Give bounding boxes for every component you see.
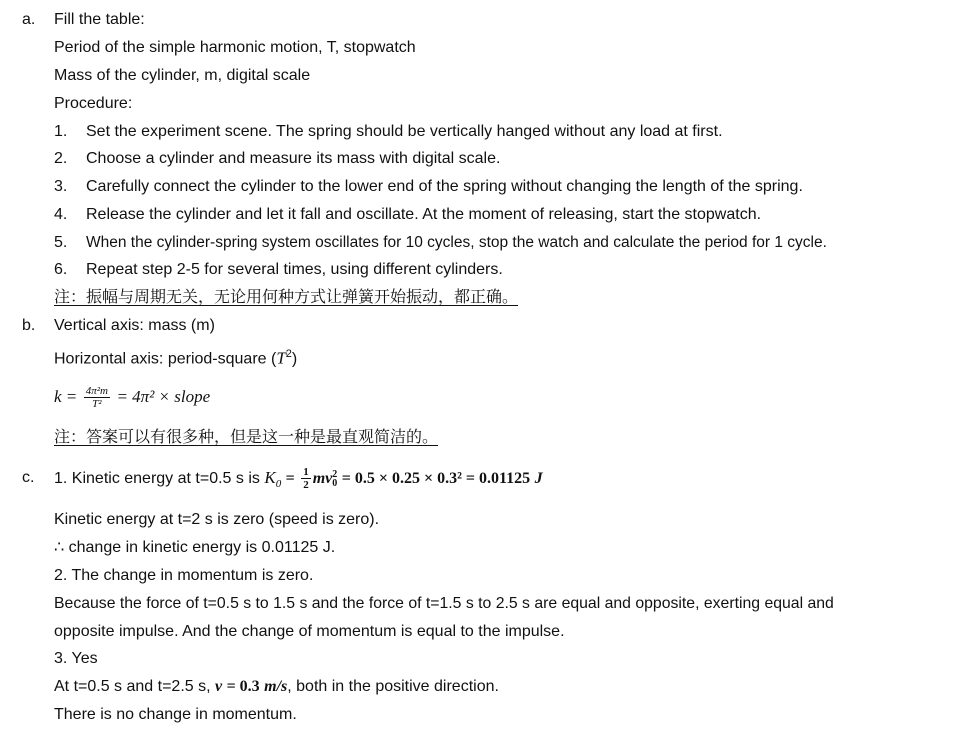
kinetic-energy-formula: 1. Kinetic energy at t=0.5 s is $K_0$ = $\frac{1}{2}$ mv 2 0 = 0.5 × 0.25 × 0.3² = 0.01125 J — [54, 466, 543, 492]
section-c-line: 3. Yes — [54, 650, 98, 667]
step-number: 6. — [54, 261, 68, 278]
step-text: Carefully connect the cylinder to the lower end of the spring without changing the length of the spring. — [86, 178, 803, 195]
step-text: Choose a cylinder and measure its mass with digital scale. — [86, 150, 501, 167]
step-number: 1. — [54, 123, 68, 140]
step-text: When the cylinder-spring system oscillates for 10 cycles, stop the watch and calculate the period for 1 cycle. — [86, 234, 827, 251]
section-a-marker: a. — [22, 11, 36, 28]
half-fraction: $\frac{1}{2}$ — [303, 466, 309, 492]
step-number: 4. — [54, 206, 68, 223]
section-a-line: Procedure: — [54, 95, 133, 112]
formula-fraction: $\frac{\text{4π²m}}{\text{T²}}$ — [85, 385, 108, 411]
velocity-line: At t=0.5 s and t=2.5 s, v = 0.3 m/s, both in the positive direction. — [54, 678, 499, 695]
spring-constant-formula: k = $\frac{\text{4π²m}}{\text{T²}}$ = 4π² × slope — [54, 385, 211, 411]
section-a-line: Mass of the cylinder, m, digital scale — [54, 67, 311, 84]
section-b-axis-vertical: Vertical axis: mass (m) — [54, 317, 215, 334]
step-text: Release the cylinder and let it fall and oscillate. At the moment of releasing, start the stopwatch. — [86, 206, 762, 223]
step-number: 5. — [54, 234, 68, 251]
section-c-line: 2. The change in momentum is zero. — [54, 567, 314, 584]
section-c-line: Because the force of t=0.5 s to 1.5 s and the force of t=1.5 s to 2.5 s are equal and opposite, exerting equal and — [54, 595, 834, 612]
section-c-line: There is no change in momentum. — [54, 706, 297, 723]
section-c-marker: c. — [22, 469, 35, 486]
section-b-marker: b. — [22, 317, 36, 334]
step-number: 2. — [54, 150, 68, 167]
section-c-line: ∴ change in kinetic energy is 0.01125 J. — [54, 539, 336, 556]
section-b-axis-horizontal: Horizontal axis: period-square $(T^2)$ — [54, 348, 298, 368]
step-text: Repeat step 2-5 for several times, using different cylinders. — [86, 261, 503, 278]
section-c-line: opposite impulse. And the change of momentum is equal to the impulse. — [54, 623, 565, 640]
section-c-line: Kinetic energy at t=2 s is zero (speed is zero). — [54, 511, 380, 528]
step-text: Set the experiment scene. The spring should be vertically hanged without any load at first. — [86, 123, 723, 140]
section-a-note: 注：振幅与周期无关，无论用何种方式让弹簧开始振动，都正确。 — [54, 289, 519, 306]
section-b-note: 注：答案可以有很多种，但是这一种是最直观简洁的。 — [54, 429, 439, 446]
section-a-line: Fill the table: — [54, 11, 145, 28]
step-number: 3. — [54, 178, 68, 195]
section-a-line: Period of the simple harmonic motion, T, stopwatch — [54, 39, 416, 56]
